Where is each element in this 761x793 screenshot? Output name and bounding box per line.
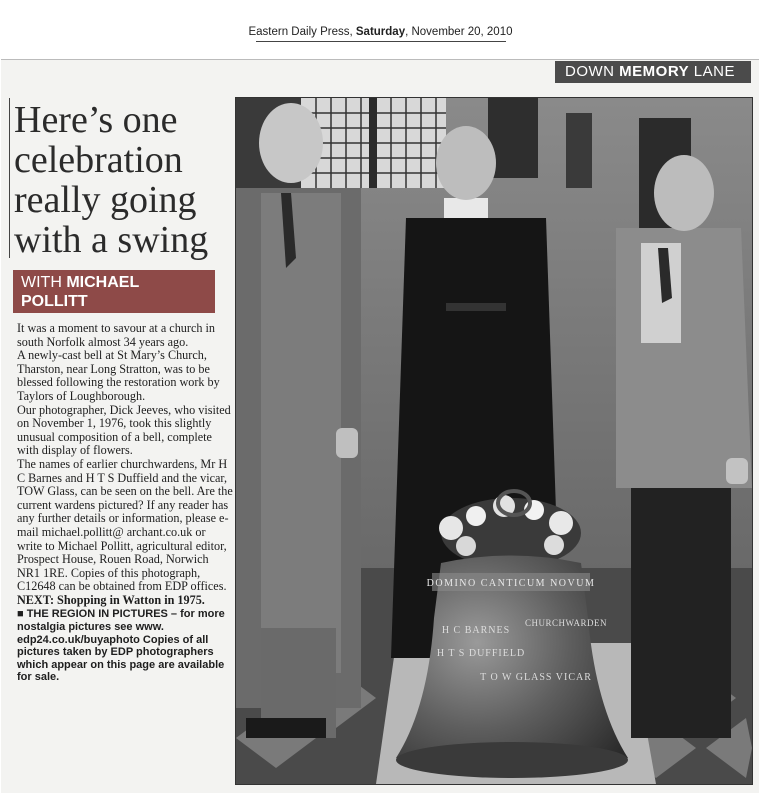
wall-plaque	[566, 113, 592, 188]
newspaper-page	[1, 59, 759, 793]
byline-prefix: WITH	[21, 274, 62, 291]
masthead-day: Saturday	[355, 26, 406, 38]
man-left	[236, 103, 361, 738]
masthead-rule	[256, 41, 506, 42]
bell-inscription: H C BARNES	[441, 625, 511, 636]
article-paragraph: A newly-cast bell at St Mary’s Church, Tharston, near Long Stratton, was to be blessed following the restoration work by Taylors of Loughborough.	[17, 348, 220, 403]
masthead	[0, 26, 761, 42]
article-region-note: ■ THE REGION IN PICTURES – for more nostalgia pictures see www. edp24.co.uk/buyaphoto Copies of all pictures taken by EDP photographers which appear on this page are available for sale.	[17, 608, 225, 684]
byline-name-1: MICHAEL	[66, 274, 140, 291]
article-paragraph: It was a moment to savour at a church in south Norfolk almost 34 years ago.	[17, 321, 215, 349]
byline	[13, 270, 215, 313]
photo-scene	[236, 98, 752, 784]
article-body	[17, 322, 233, 684]
section-prefix: DOWN	[565, 63, 615, 80]
bell-inscription: H T S DUFFIELD	[436, 648, 526, 659]
headline: Here’s one celebration really going with a swing	[14, 99, 209, 261]
article-paragraph: The names of earlier churchwardens, Mr H C Barnes and H T S Duffield and the vicar, TOW Glass, can be seen on the bell. Are the current wardens pictured? If any reader has any further details or information, please e-mail michael.pollitt@ archant.co.uk or write to Michael Pollitt, agricultural editor, Prospect House, Rouen Road, Norwich NR1 1RE. Copies of this photograph, C12648 can be obtained from EDP offices.	[17, 456, 233, 594]
archive-photo	[235, 97, 753, 785]
bell-inscription: CHURCHWARDEN	[524, 618, 608, 628]
bell	[396, 556, 628, 779]
section-banner	[555, 61, 751, 83]
bell-inscription: T O W GLASS VICAR	[480, 672, 592, 683]
masthead-paper: Eastern Daily Press,	[248, 26, 353, 38]
headline-rule	[9, 98, 10, 258]
section-suffix: LANE	[693, 63, 735, 80]
article-next: NEXT: Shopping in Watton in 1975.	[17, 592, 205, 607]
masthead-date: , November 20, 2010	[405, 26, 513, 38]
bell-band-inscription: DOMINO CANTICUM NOVUM	[426, 578, 596, 589]
article-paragraph: Our photographer, Dick Jeeves, who visited on November 1, 1976, took this slightly unusual composition of a bell, complete with display of flowers.	[17, 402, 231, 458]
section-bold: MEMORY	[619, 63, 690, 80]
byline-name-2: POLLITT	[21, 293, 88, 310]
